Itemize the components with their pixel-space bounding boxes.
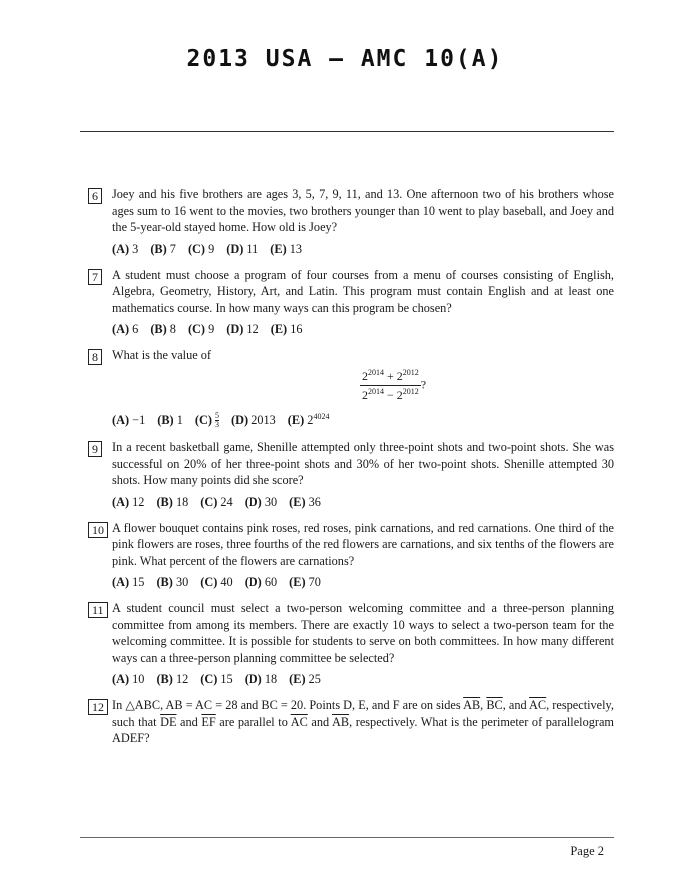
choice-value: 24: [220, 494, 233, 509]
segment-label: $\overline{EF}$: [201, 714, 216, 729]
answer-choice: [231, 413, 276, 427]
problem-item: [88, 600, 614, 687]
problem-text: A student council must select a two-person welcoming committee and a three-person planning committee from among its members. There are exactly 10 ways to select a two-person team for the welcoming committee. It is possible for students to serve on both committees. In how many different ways can a three-person planning committee be selected?: [112, 601, 614, 665]
answer-choice: [226, 242, 258, 256]
segment-label: $\overline{BC}$: [486, 698, 503, 713]
choice-label: (C): [200, 575, 218, 590]
problem-item: [88, 267, 614, 338]
choice-label: (E): [270, 322, 288, 336]
answer-choice: [157, 413, 183, 427]
answer-choice: [188, 242, 214, 256]
choice-value: 12: [132, 494, 145, 509]
choice-label: (E): [270, 241, 287, 256]
page-number: Page 2: [570, 844, 604, 858]
problem-item: [88, 439, 614, 510]
choice-value: 7: [169, 241, 176, 256]
answer-choice: [156, 575, 188, 589]
choice-label: (C): [187, 241, 206, 256]
answer-choices: [112, 574, 614, 590]
choice-label: (A): [112, 575, 130, 590]
choice-label: (E): [287, 412, 305, 427]
answer-choice: [245, 672, 277, 686]
power: $2^{4024}$: [307, 411, 330, 427]
answer-choice: [112, 575, 144, 589]
segment-label: $\overline{AB}$: [332, 714, 350, 729]
problem-number: 6: [88, 188, 102, 204]
answer-choice: [226, 322, 258, 336]
choice-label: (A): [112, 241, 130, 256]
choice-value: 12: [175, 672, 189, 687]
choice-value: 1: [176, 412, 183, 427]
segment-label: $\overline{AC}$: [290, 714, 308, 729]
answer-choice: [289, 495, 321, 509]
small-fraction: [215, 412, 219, 429]
choice-label: (B): [157, 412, 174, 427]
choice-value: 40: [220, 575, 233, 590]
answer-choice: [289, 575, 321, 589]
answer-choices: [112, 321, 614, 337]
answer-choice: [112, 322, 138, 336]
answer-choices: [112, 409, 614, 430]
power: $2^{2014}$: [361, 367, 384, 383]
choice-value: 11: [246, 241, 259, 256]
choice-value: 16: [290, 322, 303, 336]
problem-number: 11: [88, 602, 108, 618]
choice-label: (A): [112, 412, 130, 427]
choice-value: −1: [132, 412, 146, 427]
choice-label: (B): [156, 672, 173, 687]
problem-text: Joey and his five brothers are ages 3, 5, 7, 9, 11, and 13. One afternoon two of his brothers whose ages sum to 16 went to the movies, two brothers younger than 10 went to play baseball, and Joey and the 5-year-old stayed home. How old is Joey?: [112, 187, 614, 234]
problem-number: 10: [88, 522, 108, 538]
choice-label: (B): [156, 494, 173, 509]
fraction-numerator: $2^{2014} + 2^{2012}$: [360, 368, 421, 386]
choice-label: (C): [200, 494, 218, 509]
choice-value: 10: [132, 672, 145, 687]
fraction-denominator: 3: [215, 420, 220, 430]
choice-label: (C): [187, 322, 206, 336]
fraction-denominator: $2^{2014} - 2^{2012}$: [361, 386, 419, 402]
choice-value: 18: [175, 494, 189, 509]
choice-value: 9: [208, 241, 215, 256]
choice-value: 9: [208, 322, 215, 336]
problem-item: [88, 697, 614, 747]
answer-choice: [200, 672, 232, 686]
problem-number: 8: [88, 349, 102, 365]
problem-text: What is the value of: [112, 348, 212, 362]
problem-item: [88, 186, 614, 257]
choice-label: (A): [112, 322, 130, 336]
power: $2^{2014}$: [361, 386, 384, 402]
problem-item: [88, 520, 614, 591]
choice-value: 13: [289, 241, 303, 256]
answer-choice: [150, 242, 176, 256]
choice-label: (A): [112, 672, 130, 687]
choice-value: 25: [308, 672, 321, 687]
choice-label: (C): [200, 672, 218, 687]
problem-text: In a recent basketball game, Shenille attempted only three-point shots and two-point shots. She was successful on 20% of her three-point shots and 30% of her two-point shots. Shenille attempted 30 shots. How many points did she score?: [112, 440, 614, 488]
choice-label: (E): [289, 494, 306, 509]
answer-choice: [150, 322, 176, 336]
answer-choice: [270, 242, 302, 256]
answer-choice: [194, 411, 220, 430]
answer-choices: [112, 241, 614, 257]
choice-label: (D): [244, 494, 262, 509]
answer-choice: [245, 495, 277, 509]
problem-item: [88, 347, 614, 429]
choice-label: (A): [112, 494, 130, 509]
choice-value: 36: [308, 494, 321, 509]
answer-choice: [112, 672, 144, 686]
choice-value: 70: [308, 575, 321, 590]
choice-value: 60: [264, 575, 278, 590]
page-title: 2013 USA – AMC 10(A): [186, 46, 504, 72]
problem-number: 9: [88, 441, 102, 457]
choice-label: (E): [289, 672, 306, 687]
segment-label: $\overline{DE}$: [160, 714, 177, 729]
problem-number: 7: [88, 269, 102, 285]
choice-label: (D): [231, 412, 249, 427]
choice-value: 2013: [251, 412, 276, 427]
choice-value: 30: [264, 494, 278, 509]
problem-list: [88, 186, 614, 757]
answer-choice: [156, 495, 188, 509]
answer-choices: [112, 671, 614, 687]
fraction: [360, 368, 421, 403]
power: $2^{2012}$: [396, 386, 419, 402]
answer-choice: [271, 322, 303, 336]
problem-text: A student must choose a program of four courses from a menu of courses consisting of English, Algebra, Geometry, History, Art, and Latin. This program must contain English and at least one mathematics course. In how many ways can this program be chosen?: [112, 267, 614, 315]
choice-label: (D): [244, 672, 262, 687]
fraction-numerator: 5: [215, 411, 220, 421]
choice-label: (B): [156, 575, 173, 590]
choice-value: 18: [264, 672, 278, 687]
choice-value: 8: [169, 322, 176, 336]
problem-text: A flower bouquet contains pink roses, red roses, pink carnations, and red carnations. One third of the pink flowers are roses, three fourths of the red flowers are carnations, and six tenths of the flowers are pink. What percent of the flowers are carnations?: [112, 520, 614, 568]
top-divider: [80, 131, 614, 132]
answer-choice: [245, 575, 277, 589]
answer-choice: [112, 495, 144, 509]
choice-value: 30: [175, 575, 189, 590]
choice-label: (D): [226, 241, 244, 256]
answer-choice: [156, 672, 188, 686]
answer-choice: [112, 413, 145, 427]
choice-label: (D): [226, 322, 244, 336]
choice-label: (B): [150, 322, 167, 336]
choice-label: (C): [194, 412, 212, 427]
problem-number: 12: [88, 699, 108, 715]
answer-choice: [200, 575, 232, 589]
answer-choice: [188, 322, 214, 336]
choice-value: 15: [132, 575, 145, 590]
choice-label: (E): [289, 575, 306, 590]
choice-label: (D): [244, 575, 262, 590]
segment-label: $\overline{AB}$: [463, 698, 481, 713]
fraction-expression: $\frac{2^{2014} + 2^{2012}}{2^{2014} - 2^{2012}}$ ?: [361, 367, 427, 402]
problem-text: In △ABC, AB = AC = 28 and BC = 20. Points D, E, and F are on sides $\overline{AB}$, $\overline{BC}$, and $\overline{AC}$, respectively, such that $\overline{DE}$ and $\overline{EF}$ are parallel to $\overline{AC}$ and $\overline{AB}$, respectively. What is the perimeter of parallelogram ADEF?: [112, 698, 614, 746]
answer-choices: [112, 494, 614, 510]
answer-choice: [200, 495, 232, 509]
power: $2^{2012}$: [396, 367, 419, 383]
choice-value: 6: [132, 322, 139, 336]
choice-label: (B): [150, 241, 167, 256]
choice-value: 12: [246, 322, 259, 336]
choice-value: 3: [132, 241, 139, 256]
answer-choice: [112, 242, 138, 256]
answer-choice: [288, 413, 330, 427]
segment-label: $\overline{AC}$: [529, 698, 547, 713]
choice-value: 15: [220, 672, 233, 687]
answer-choice: [289, 672, 321, 686]
bottom-divider: [80, 837, 614, 838]
